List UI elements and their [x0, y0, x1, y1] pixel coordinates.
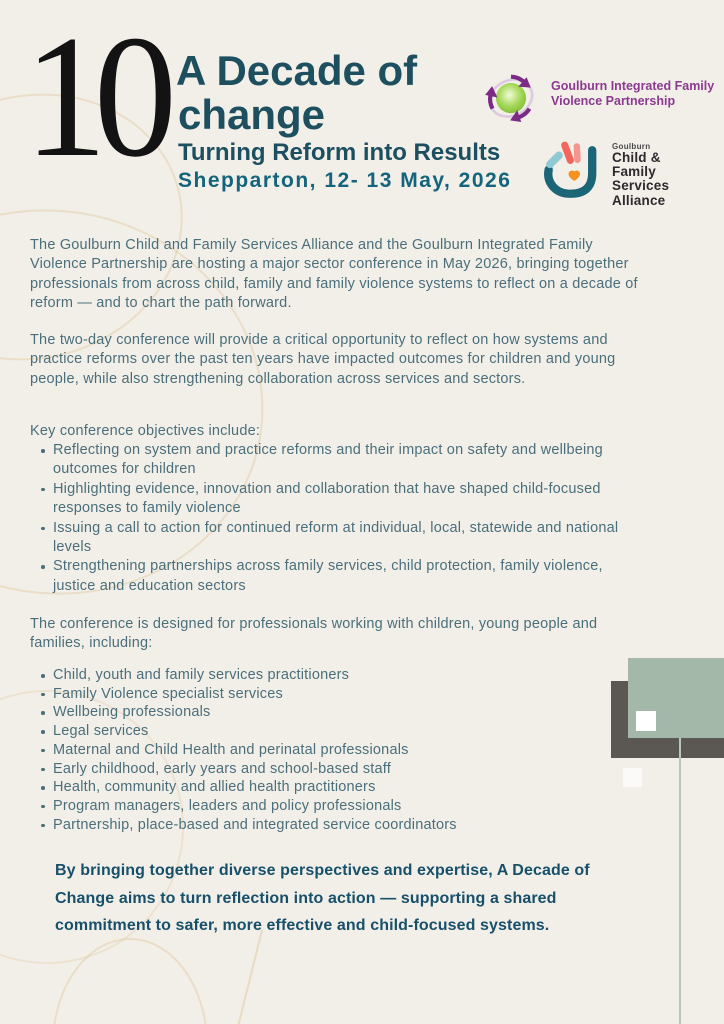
list-item: Issuing a call to action for continued reform at individual, local, statewide and national levels: [30, 519, 646, 558]
intro-paragraph-2: The two-day conference will provide a critical opportunity to reflect on how systems and practice reforms over the past ten years have impacted outcomes for children and young people, while also strengthening collaboration across services and sectors.: [30, 332, 616, 387]
list-item: Partnership, place-based and integrated service coordinators: [30, 816, 646, 835]
list-item: Legal services: [30, 722, 646, 741]
gcfsa-logo-line4: Alliance: [612, 192, 666, 208]
list-item: Highlighting evidence, innovation and collaboration that have shaped child-focused responses to family violence: [30, 480, 646, 519]
gcfsa-logo-text: [612, 142, 669, 208]
decor-vertical-line: [679, 738, 681, 1024]
gcfsa-logo-line3: Services: [612, 178, 670, 194]
intro-paragraph-1: The Goulburn Child and Family Services Alliance and the Goulburn Integrated Family Violence Partnership are hosting a major sector conference in May 2026, bringing together professionals from across child, family and family violence systems to reflect on a decade of reform — and to chart the path forward.: [30, 237, 638, 312]
closing-statement: By bringing together diverse perspectives and expertise, A Decade of Change aims to turn reflection into action — supporting a shared commitment to safer, more effective and child-focused systems.: [55, 862, 590, 934]
gifvp-cycle-globe-icon: [485, 70, 537, 124]
hand-with-heart-icon: [541, 132, 605, 212]
gifvp-logo-line2: Violence Partnership: [551, 94, 676, 108]
page-title-line1: A Decade of: [176, 47, 418, 94]
list-item: Reflecting on system and practice reforms and their impact on safety and wellbeing outcomes for children: [30, 441, 646, 480]
big-number-10: 10: [24, 0, 164, 193]
gcfsa-logo-goulburn: Goulburn: [612, 142, 651, 151]
gcfsa-logo-line2: Family: [612, 164, 656, 180]
gifvp-logo-line1: Goulburn Integrated Family: [551, 79, 715, 93]
list-item: Wellbeing professionals: [30, 703, 646, 722]
event-location-date: Shepparton, 12- 13 May, 2026: [178, 169, 512, 192]
objectives-list: [30, 441, 646, 596]
objectives-heading: Key conference objectives include:: [30, 423, 261, 439]
page-subtitle: Turning Reform into Results: [178, 139, 501, 166]
list-item: Early childhood, early years and school-based staff: [30, 760, 646, 779]
background-swirl-line: [231, 930, 263, 1024]
list-item: Maternal and Child Health and perinatal professionals: [30, 741, 646, 760]
list-item: Family Violence specialist services: [30, 685, 646, 704]
audience-intro: The conference is designed for professionals working with children, young people and families, including:: [30, 616, 598, 652]
list-item: Child, youth and family services practitioners: [30, 666, 646, 685]
list-item: Strengthening partnerships across family services, child protection, family violence, justice and education sectors: [30, 557, 646, 596]
audience-list: [30, 666, 646, 834]
gcfsa-logo-line1: Child &: [612, 150, 661, 165]
gifvp-logo-text: [551, 79, 714, 109]
list-item: Health, community and allied health practitioners: [30, 778, 646, 797]
list-item: Program managers, leaders and policy professionals: [30, 797, 646, 816]
page-title-line2: change: [178, 91, 326, 138]
